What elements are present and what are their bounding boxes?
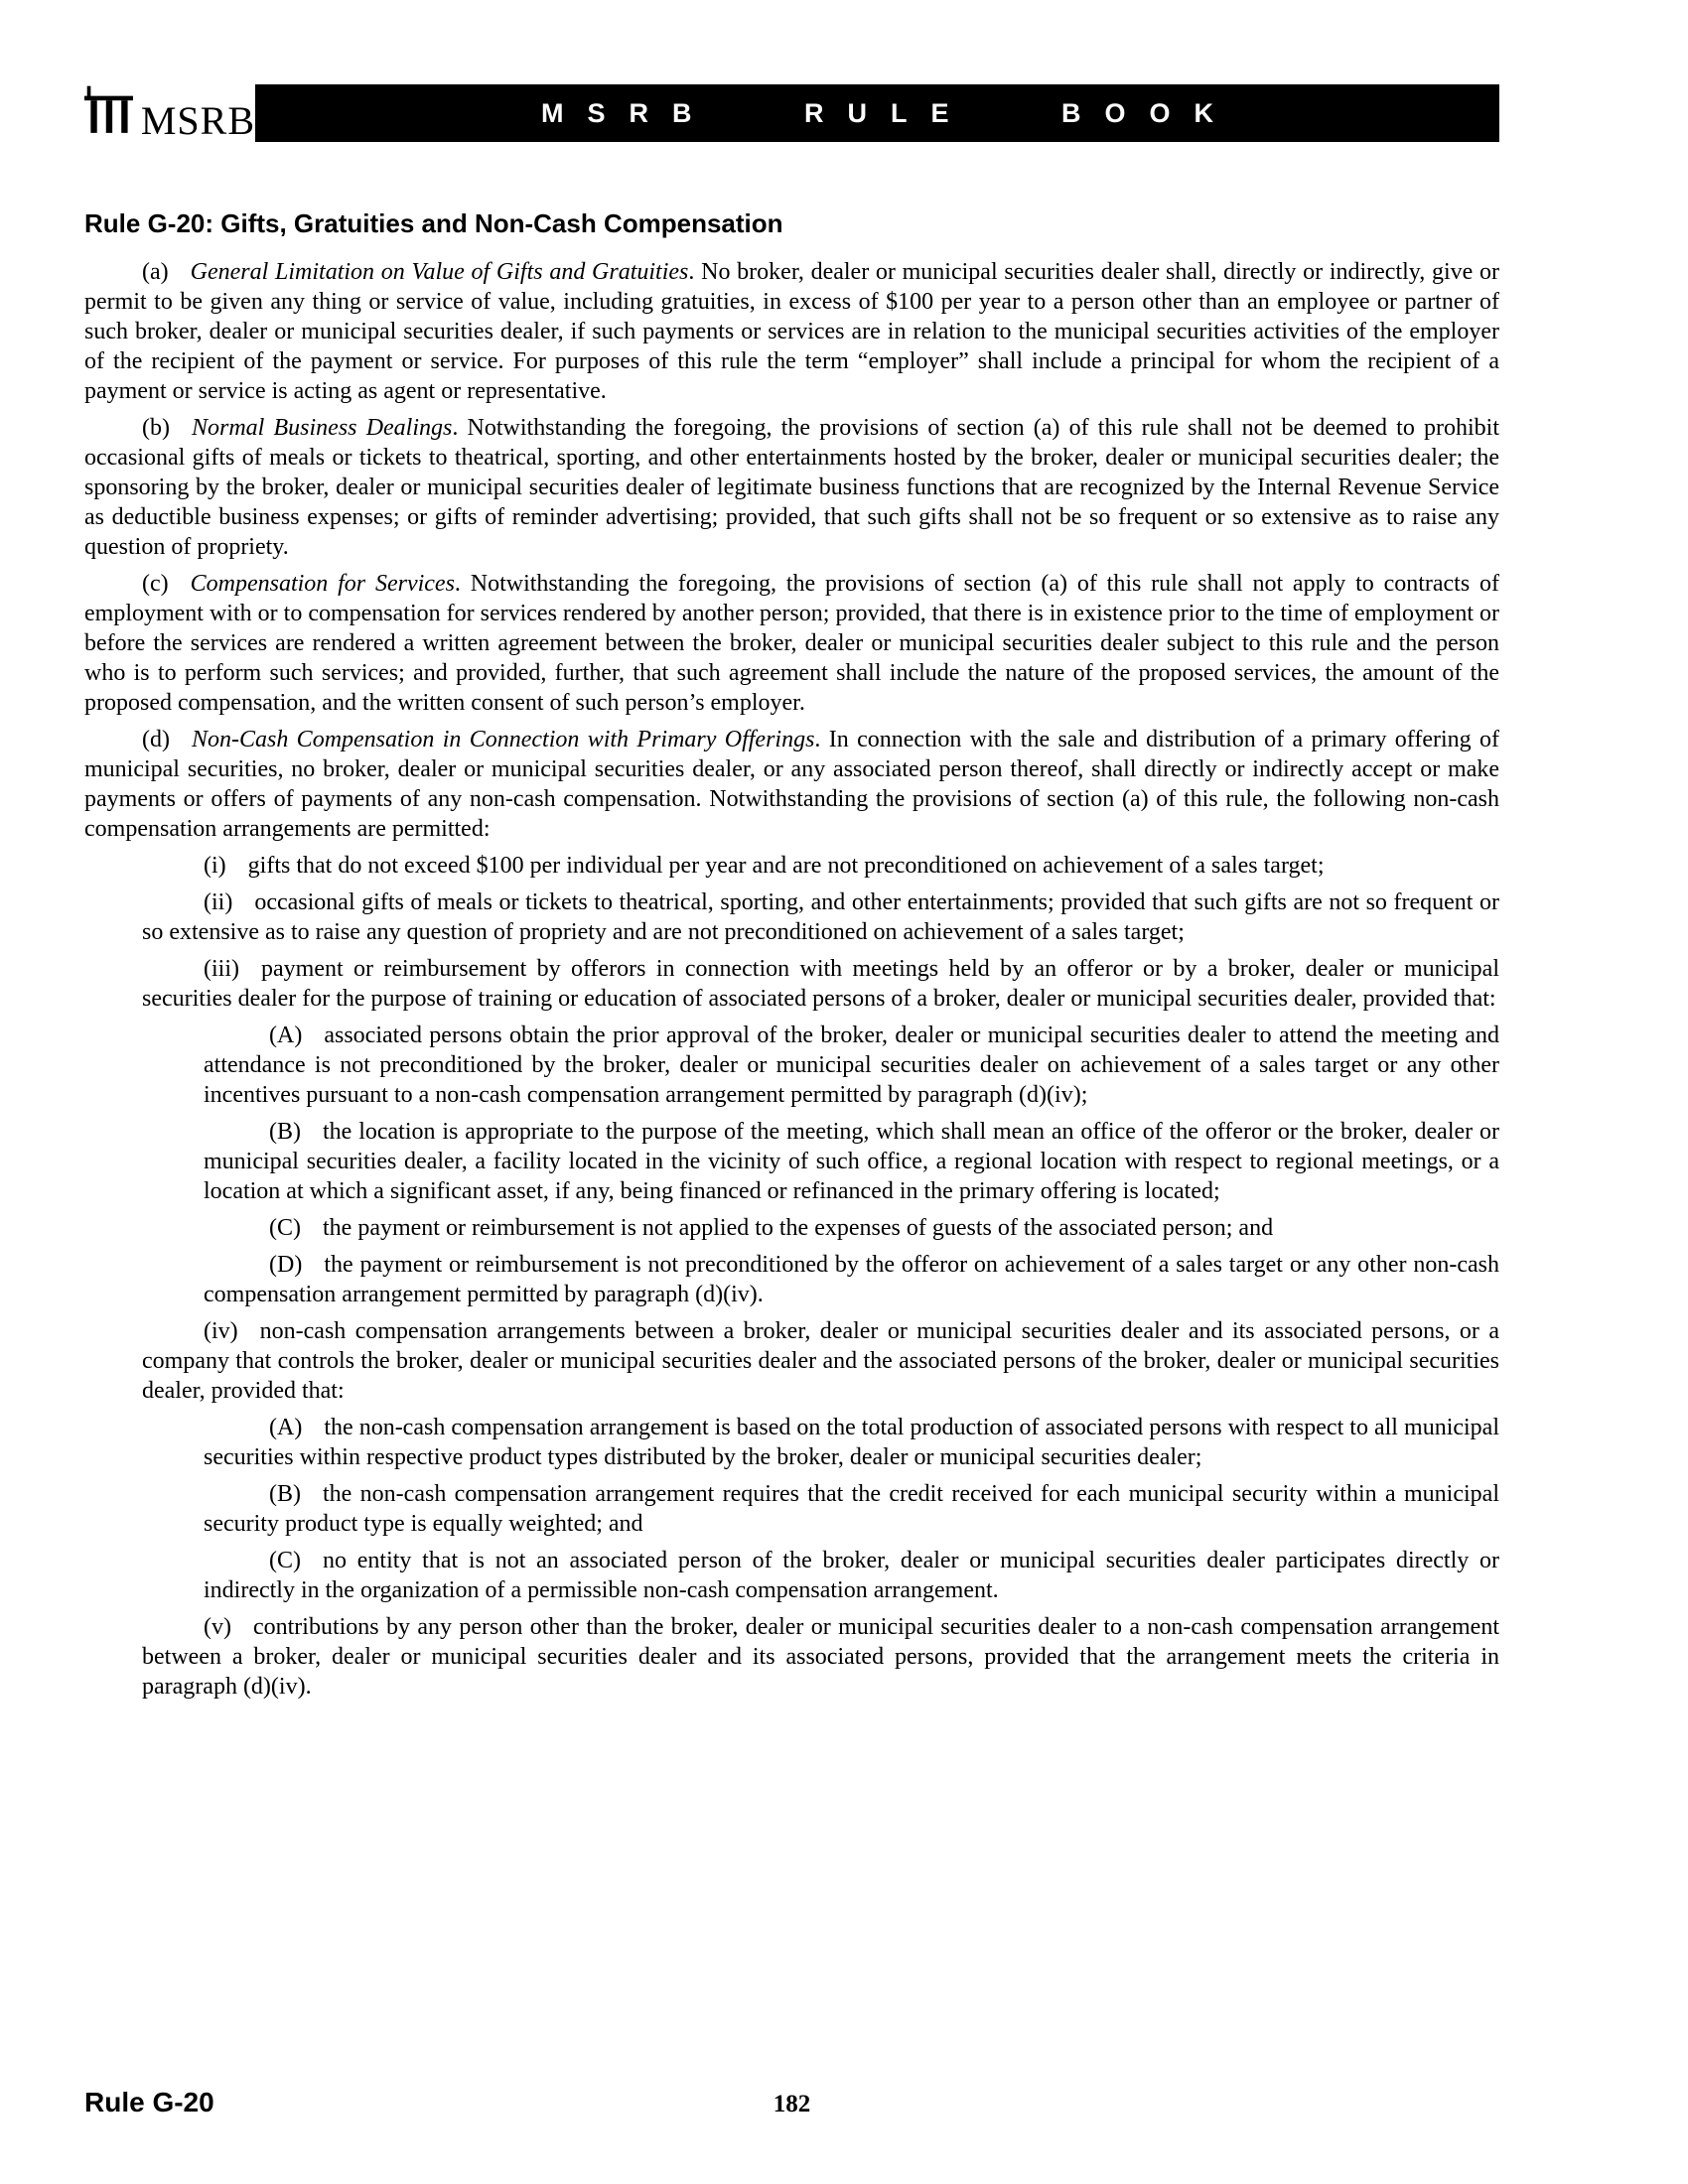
paragraph-lead-italic: General Limitation on Value of Gifts and Gratuities bbox=[190, 259, 689, 285]
paragraph-d-iii-C bbox=[204, 1213, 1499, 1243]
paragraph-text: the non-cash compensation arrangement is based on the total production of associated persons with respect to all municipal securities within respective product types distributed by the broker, dealer or municipal securities dealer; bbox=[204, 1415, 1499, 1470]
paragraph-d-iv bbox=[142, 1316, 1499, 1406]
paragraph-label: (v) bbox=[204, 1614, 231, 1640]
paragraph-label: (b) bbox=[142, 415, 170, 441]
paragraph-label: (B) bbox=[269, 1119, 301, 1145]
rule-body bbox=[84, 257, 1499, 1702]
paragraph-label: (C) bbox=[269, 1215, 301, 1241]
paragraph-text: the payment or reimbursement is not preconditioned by the offeror on achievement of a sales target or any other non-cash compensation arrangement permitted by paragraph (d)(iv). bbox=[204, 1252, 1499, 1307]
paragraph-d-ii bbox=[142, 887, 1499, 947]
page-footer bbox=[84, 2087, 1499, 2122]
paragraph-label: (i) bbox=[204, 853, 226, 879]
paragraph-label: (D) bbox=[269, 1252, 303, 1278]
paragraph-text: payment or reimbursement by offerors in connection with meetings held by an offeror or by a broker, dealer or municipal securities dealer for the purpose of training or education of associated persons of a broker, dealer or municipal securities dealer, provided that: bbox=[142, 956, 1499, 1012]
paragraph-label: (iv) bbox=[204, 1318, 238, 1344]
paragraph-d-i bbox=[142, 851, 1499, 881]
paragraph-d bbox=[84, 725, 1499, 844]
paragraph-d-iii-A bbox=[204, 1021, 1499, 1110]
paragraph-lead-italic: Normal Business Dealings bbox=[191, 415, 453, 441]
paragraph-label: (d) bbox=[142, 727, 170, 752]
paragraph-label: (a) bbox=[142, 259, 169, 285]
paragraph-text: . Notwithstanding the foregoing, the provisions of section (a) of this rule shall not apply to contracts of employment with or to compensation for services rendered by another person; provided, that there is in existence prior to the time of employment or before the services are rendered a written agreement between the broker, dealer or municipal securities dealer subject to this rule and the person who is to perform such services; and provided, further, that such agreement shall include the nature of the proposed services, the amount of the proposed compensation, and the written consent of such person’s employer. bbox=[84, 571, 1500, 716]
page-header bbox=[84, 83, 1499, 143]
paragraph-lead-italic: Compensation for Services bbox=[190, 571, 455, 597]
rulebook-banner-title: MSRB RULE BOOK bbox=[541, 97, 1237, 128]
paragraph-label: (ii) bbox=[204, 889, 233, 915]
paragraph-text: occasional gifts of meals or tickets to theatrical, sporting, and other entertainments; provided that such gifts are not so frequent or so extensive as to raise any question of propriety and are not preconditioned on achievement of a sales target; bbox=[142, 889, 1499, 945]
rulebook-banner bbox=[255, 84, 1499, 142]
paragraph-label: (B) bbox=[269, 1481, 301, 1507]
paragraph-text: . Notwithstanding the foregoing, the provisions of section (a) of this rule shall not be deemed to prohibit occasional gifts of meals or tickets to theatrical, sporting, and other entertainments hosted by the broker, dealer or municipal securities dealer; the sponsoring by the broker, dealer or municipal securities dealer of legitimate business functions that are recognized by the Internal Revenue Service as deductible business expenses; or gifts of reminder advertising; provided, that such gifts shall not be so frequent or so extensive as to raise any question of propriety. bbox=[84, 415, 1499, 560]
paragraph-text: . In connection with the sale and distribution of a primary offering of municipal securities, no broker, dealer or municipal securities dealer, or any associated person thereof, shall directly or indirectly accept or make payments or offers of payments of any non-cash compensation. Notwithstanding the provisions of section (a) of this rule, the following non-cash compensation arrangements are permitted: bbox=[84, 727, 1499, 842]
paragraph-a bbox=[84, 257, 1499, 406]
paragraph-text: no entity that is not an associated person of the broker, dealer or municipal securities dealer participates directly or indirectly in the organization of a permissible non-cash compensation arrangement. bbox=[204, 1548, 1499, 1603]
msrb-logo-text: MSRB bbox=[140, 98, 255, 143]
paragraph-d-iv-B bbox=[204, 1479, 1499, 1539]
page-title: Rule G-20: Gifts, Gratuities and Non-Cash Compensation bbox=[84, 208, 783, 238]
msrb-columns-icon bbox=[84, 83, 135, 141]
footer-page-number: 182 bbox=[773, 2091, 811, 2117]
paragraph-text: associated persons obtain the prior approval of the broker, dealer or municipal securities dealer to attend the meeting and attendance is not preconditioned by the broker, dealer or municipal securities dealer on achievement of a sales target or any other incentives pursuant to a non-cash compensation arrangement permitted by paragraph (d)(iv); bbox=[204, 1023, 1499, 1108]
paragraph-text: the non-cash compensation arrangement requires that the credit received for each municipal security within a municipal security product type is equally weighted; and bbox=[204, 1481, 1499, 1537]
paragraph-text: the location is appropriate to the purpose of the meeting, which shall mean an office of the offeror or the broker, dealer or municipal securities dealer, a facility located in the vicinity of such office, a regional location with respect to regional meetings, or a location at which a significant asset, if any, being financed or refinanced in the primary offering is located; bbox=[204, 1119, 1499, 1204]
paragraph-text: gifts that do not exceed $100 per individual per year and are not preconditioned on achievement of a sales target; bbox=[247, 853, 1325, 879]
paragraph-label: (iii) bbox=[204, 956, 239, 982]
footer-rule-label: Rule G-20 bbox=[84, 2087, 214, 2117]
paragraph-label: (A) bbox=[269, 1415, 303, 1440]
paragraph-label: (c) bbox=[142, 571, 169, 597]
paragraph-text: . No broker, dealer or municipal securities dealer shall, directly or indirectly, give or permit to be given any thing or service of value, including gratuities, in excess of $100 per year to a person other than an employee or partner of such broker, dealer or municipal securities dealer, if such payments or services are in relation to the municipal securities activities of the employer of the recipient of the payment or service. For purposes of this rule the term “employer” shall include a principal for whom the recipient of a payment or service is acting as agent or representative. bbox=[84, 259, 1500, 404]
paragraph-d-iii-B bbox=[204, 1117, 1499, 1206]
msrb-logo bbox=[84, 83, 255, 143]
paragraph-text: the payment or reimbursement is not applied to the expenses of guests of the associated person; and bbox=[323, 1215, 1274, 1241]
paragraph-label: (A) bbox=[269, 1023, 303, 1048]
paragraph-d-iii-D bbox=[204, 1250, 1499, 1309]
paragraph-d-iv-C bbox=[204, 1546, 1499, 1605]
paragraph-c bbox=[84, 569, 1499, 718]
paragraph-lead-italic: Non-Cash Compensation in Connection with Primary Offerings bbox=[191, 727, 815, 752]
paragraph-label: (C) bbox=[269, 1548, 301, 1573]
paragraph-d-iv-A bbox=[204, 1413, 1499, 1472]
paragraph-b bbox=[84, 413, 1499, 562]
paragraph-text: non-cash compensation arrangements between a broker, dealer or municipal securities dealer and its associated persons, or a company that controls the broker, dealer or municipal securities dealer and the associated persons of the broker, dealer or municipal securities dealer, provided that: bbox=[142, 1318, 1499, 1404]
paragraph-text: contributions by any person other than the broker, dealer or municipal securities dealer to a non-cash compensation arrangement between a broker, dealer or municipal securities dealer and its associated persons, provided that the arrangement meets the criteria in paragraph (d)(iv). bbox=[142, 1614, 1499, 1700]
paragraph-d-iii bbox=[142, 954, 1499, 1014]
paragraph-d-v bbox=[142, 1612, 1499, 1702]
